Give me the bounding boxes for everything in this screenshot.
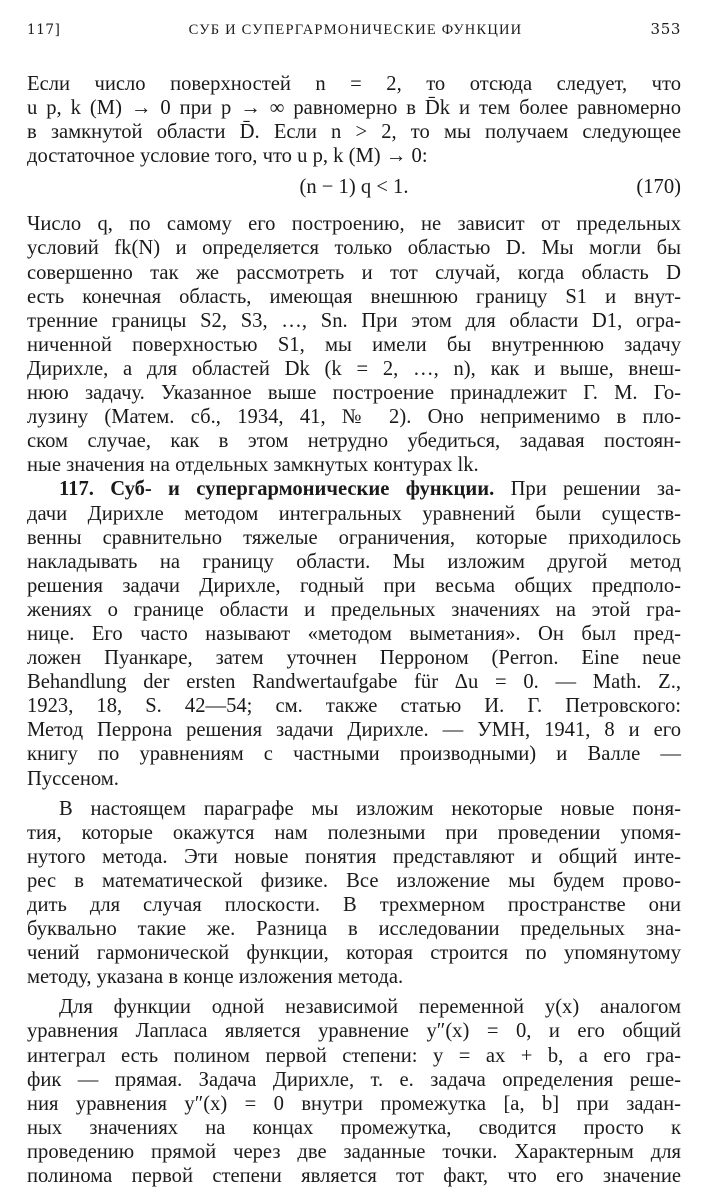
text-line: 1923, 18, S. 42—54; см. также статью И. Г. Петровского:	[27, 695, 681, 718]
text-line: дачи Дирихле методом интегральных уравнений были существ-	[27, 502, 681, 525]
paragraph-5	[27, 995, 681, 1188]
text-line: ложен Пуанкаре, затем уточнен Перроном (Perron. Eine neue	[27, 647, 681, 670]
text-line: Метод Перрона решения задачи Дирихле. — УМН, 1941, 8 и его	[27, 719, 681, 742]
text-line: лузину (Матем. сб., 1934, 41, № 2). Оно неприменимо в пло-	[27, 406, 681, 429]
paragraph-3	[27, 477, 681, 790]
text-line: есть конечная область, имеющая внешнюю границу S1 и внут-	[27, 285, 681, 308]
formula-170	[27, 172, 681, 202]
text-line: дить для случая плоскости. В трехмерном пространстве они	[27, 894, 681, 916]
paragraph-4	[27, 797, 681, 990]
section-marker: 117]	[27, 22, 61, 38]
text-line: ниченной поверхностью S1, мы имели бы внутреннюю задачу	[27, 333, 681, 356]
text-line: книгу по уравнениям с частными производными) и Валле —	[27, 743, 681, 766]
book-page	[27, 20, 681, 1188]
page-number: 353	[650, 20, 681, 38]
text-line: условий fk(N) и определяется только областью D. Мы могли бы	[27, 237, 681, 260]
text-line: Дирихле, а для областей Dk (k = 2, …, n), как и выше, внеш-	[27, 357, 681, 380]
text-line: венны сравнительно тяжелые ограничения, которые приходилось	[27, 526, 681, 549]
formula-number: (170)	[636, 176, 681, 199]
text-line: методу, указана в конце изложения метода.	[27, 966, 404, 989]
text-line: Behandlung der ersten Randwertaufgabe für Δu = 0. — Math. Z.,	[27, 671, 681, 694]
text-line: нутого метода. Эти новые понятия представляют и общий инте-	[27, 845, 681, 868]
text-line: u p, k (M) → 0 при p → ∞ равномерно в D̄k и тем более равномерно	[27, 97, 681, 120]
running-title: СУБ И СУПЕРГАРМОНИЧЕСКИЕ ФУНКЦИИ	[188, 22, 523, 38]
text-line: тренние границы S2, S3, …, Sn. При этом для области D1, огра-	[27, 309, 681, 332]
text-line: Если число поверхностей n = 2, то отсюда следует, что	[27, 73, 681, 95]
text-line: интеграл есть полином первой степени: y = ax + b, а его гра-	[27, 1044, 681, 1067]
text-line: чений гармонической функции, которая строится по упомянутому	[27, 942, 681, 965]
text-line: нице. Его часто называют «методом выметания». Он был пред-	[27, 622, 681, 645]
text-line: тия, которые окажутся нам полезными при проведении упомя-	[27, 821, 681, 844]
text-line: достаточное условие того, что u p, k (M) → 0:	[27, 145, 428, 168]
text-line: ния уравнения y″(x) = 0 внутри промежутка [a, b] при задан-	[27, 1092, 681, 1115]
paragraph-1	[27, 72, 681, 168]
text-line: совершенно так же рассмотреть и тот случай, когда область D	[27, 261, 681, 284]
page-body	[27, 72, 681, 1188]
text-line: фик — прямая. Задача Дирихле, т. е. задача определения реше-	[27, 1068, 681, 1091]
text-line: уравнения Лапласа является уравнение y″(x) = 0, и его общий	[27, 1020, 681, 1043]
text-line: буквально такие же. Разница в исследовании предельных зна-	[27, 918, 681, 941]
text-line: ском случае, как в этом нетрудно убедиться, задавая постоян-	[27, 430, 681, 453]
text-line: ных значениях на концах промежутка, сводится просто к	[27, 1116, 681, 1139]
text-line: жениях о границе области и предельных значениях на этой гра-	[27, 598, 681, 621]
text-line: Число q, по самому его построению, не зависит от предельных	[27, 213, 681, 236]
formula-expression: (n − 1) q < 1.	[299, 176, 409, 199]
text-line: ные значения на отдельных замкнутых контурах lk.	[27, 454, 479, 477]
text-line: нюю задачу. Указанное выше построение принадлежит Г. М. Го-	[27, 382, 681, 405]
section-heading: 117. Суб- и супергармонические функции.	[59, 478, 495, 501]
text-line: полинома первой степени является тот факт, что его значение	[27, 1165, 681, 1188]
paragraph-2	[27, 212, 681, 477]
text-fragment: При решении за-	[510, 478, 681, 501]
section-heading-line	[27, 477, 681, 501]
text-line: проведению прямой через две заданные точки. Характерным для	[27, 1140, 681, 1163]
text-line: решения задачи Дирихле, годный при весьма общих предполо-	[27, 574, 681, 597]
text-line: В настоящем параграфе мы изложим некоторые новые поня-	[59, 797, 681, 820]
text-line: Пуссеном.	[27, 767, 119, 790]
page-header	[27, 20, 681, 44]
text-line: Для функции одной независимой переменной y(x) аналогом	[59, 996, 681, 1019]
text-line: накладывать на границу области. Мы изложим другой метод	[27, 550, 681, 573]
text-line: рес в математической физике. Все изложение мы будем прово-	[27, 869, 681, 892]
text-line: в замкнутой области D̄. Если n > 2, то мы получаем следующее	[27, 121, 681, 144]
